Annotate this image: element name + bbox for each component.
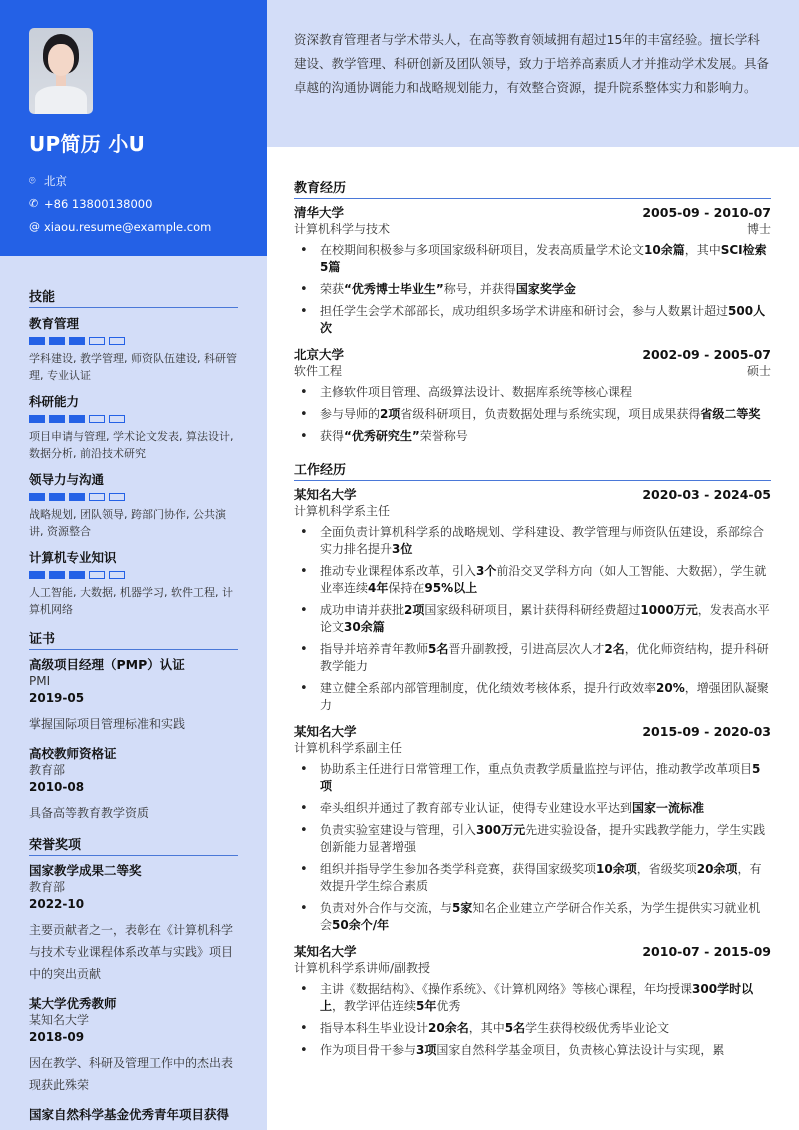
- highlight-text: 1000万元: [640, 603, 698, 617]
- highlight-text: 50余个/年: [332, 918, 390, 932]
- phone-icon: ✆: [29, 197, 39, 210]
- skill-item: [29, 392, 238, 462]
- school-name: 北京大学: [294, 347, 345, 362]
- level-bar: [29, 493, 45, 501]
- bullet-item: • 成功申请并获批2项国家级科研项目，累计获得科研经费超过1000万元，发表高水平论文30余篇: [294, 602, 771, 636]
- work-entry: [294, 487, 771, 714]
- level-bar: [29, 337, 45, 345]
- profile-header: [0, 0, 267, 256]
- at-sign-icon: @: [29, 220, 40, 233]
- skill-name: 科研能力: [29, 394, 80, 409]
- skill-level-bars: [29, 493, 238, 501]
- skill-level-bars: [29, 571, 238, 579]
- level-bar: [49, 571, 65, 579]
- skill-description: 人工智能, 大数据, 机器学习, 软件工程, 计算机网络: [29, 586, 233, 616]
- level-bar: [69, 571, 85, 579]
- level-bar: [29, 415, 45, 423]
- job-title: 计算机科学系讲师/副教授: [294, 961, 431, 975]
- bullet-item: • 负责实验室建设与管理，引入300万元先进实验设备，提升实践教学能力，学生实践创新能力显著增强: [294, 822, 771, 856]
- bullet-item: • 组织并指导学生参加各类学科竞赛，获得国家级奖项10余项，省级奖项20余项，有效提升学生综合素质: [294, 861, 771, 895]
- bullet-item: • 牵头组织并通过了教育部专业认证，使得专业建设水平达到国家一流标准: [294, 800, 771, 817]
- highlight-text: 30余篇: [344, 620, 385, 634]
- bullet-item: • 荣获“优秀博士毕业生”称号，并获得国家奖学金: [294, 281, 771, 298]
- certificate-description: 掌握国际项目管理标准和实践: [29, 717, 186, 731]
- award-date: 2018-09: [29, 1030, 85, 1044]
- location-text: 北京: [44, 173, 67, 188]
- skill-description: 学科建设, 教学管理, 师资队伍建设, 科研管理, 专业认证: [29, 352, 237, 382]
- bullet-item: • 主修软件项目管理、高级算法设计、数据库系统等核心课程: [294, 384, 771, 401]
- level-bar: [49, 337, 65, 345]
- skill-item: [29, 470, 238, 540]
- major: 计算机科学与技术: [294, 222, 391, 236]
- skill-description: 项目申请与管理, 学术论文发表, 算法设计, 数据分析, 前沿技术研究: [29, 430, 234, 460]
- bullet-list: [294, 524, 771, 714]
- level-bar: [89, 571, 105, 579]
- highlight-text: 省级二等奖: [700, 407, 761, 421]
- job-title: 计算机科学系主任: [294, 504, 391, 518]
- highlight-text: 500人次: [320, 304, 766, 335]
- company-name: 某知名大学: [294, 724, 357, 739]
- highlight-text: 5名: [428, 642, 449, 656]
- contact-info: [29, 169, 238, 238]
- level-bar: [69, 493, 85, 501]
- skill-item: [29, 314, 238, 384]
- level-bar: [89, 337, 105, 345]
- highlight-text: “优秀研究生”: [344, 429, 420, 443]
- highlight-text: 2项: [380, 407, 401, 421]
- award-issuer: 教育部: [29, 880, 66, 894]
- level-bar: [49, 415, 65, 423]
- company-name: 某知名大学: [294, 944, 357, 959]
- highlight-text: 10余篇: [644, 243, 685, 257]
- highlight-text: 4年: [368, 581, 389, 595]
- bullet-item: • 指导并培养青年教师5名晋升副教授，引进高层次人才2名，优化师资结构，提升科研教学能力: [294, 641, 771, 675]
- highlight-text: SCI检索5篇: [320, 243, 767, 274]
- date-range: 2002-09 - 2005-07: [642, 347, 771, 362]
- bullet-item: • 推动专业课程体系改革，引入3个前沿交叉学科方向（如人工智能、大数据），学生就业率连续4年保持在95%以上: [294, 563, 771, 597]
- level-bar: [109, 493, 125, 501]
- main-content: [267, 0, 799, 1130]
- education-entry: [294, 205, 771, 337]
- major: 软件工程: [294, 364, 343, 378]
- skill-level-bars: [29, 337, 238, 345]
- date-range: 2010-07 - 2015-09: [642, 944, 771, 959]
- bullet-item: • 参与导师的2项省级科研项目，负责数据处理与系统实现，项目成果获得省级二等奖: [294, 406, 771, 423]
- level-bar: [69, 337, 85, 345]
- highlight-text: 3位: [392, 542, 413, 556]
- highlight-text: 2名: [604, 642, 625, 656]
- skill-name: 教育管理: [29, 316, 80, 331]
- highlight-text: 5项: [320, 762, 761, 793]
- skill-description: 战略规划, 团队领导, 跨部门协作, 公共演讲, 资源整合: [29, 508, 226, 538]
- entry-subheader: [294, 503, 771, 520]
- certificate-date: 2019-05: [29, 691, 85, 705]
- highlight-text: 20%: [656, 681, 685, 695]
- bullet-list: [294, 761, 771, 934]
- date-range: 2020-03 - 2024-05: [642, 487, 771, 502]
- highlight-text: 95%以上: [424, 581, 478, 595]
- award-item: [29, 995, 238, 1096]
- entry-subheader: [294, 740, 771, 757]
- bullet-item: • 指导本科生毕业设计20余名，其中5名学生获得校级优秀毕业论文: [294, 1020, 771, 1037]
- highlight-text: 5家: [452, 901, 473, 915]
- highlight-text: 300万元: [476, 823, 526, 837]
- bullet-item: • 全面负责计算机科学系的战略规划、学科建设、教学管理与师资队伍建设，系部综合实力排名提升3位: [294, 524, 771, 558]
- date-range: 2015-09 - 2020-03: [642, 724, 771, 739]
- highlight-text: “优秀博士毕业生”: [344, 282, 444, 296]
- contact-email[interactable]: [29, 215, 238, 238]
- entry-header: [294, 487, 771, 503]
- entry-subheader: [294, 221, 771, 238]
- bullet-item: • 负责对外合作与交流，与5家知名企业建立产学研合作关系，为学生提供实习就业机会50余个/年: [294, 900, 771, 934]
- bullet-item: • 建立健全系部内部管理制度，优化绩效考核体系，提升行政效率20%，增强团队凝聚力: [294, 680, 771, 714]
- highlight-text: 20余项: [696, 862, 738, 876]
- level-bar: [89, 415, 105, 423]
- sidebar: [0, 0, 267, 1130]
- award-name: 某大学优秀教师: [29, 996, 117, 1011]
- award-item: [29, 1106, 238, 1123]
- education-title: 教育经历: [294, 177, 771, 199]
- contact-location: [29, 169, 238, 192]
- level-bar: [109, 415, 125, 423]
- level-bar: [109, 571, 125, 579]
- work-entry: [294, 944, 771, 1059]
- level-bar: [89, 493, 105, 501]
- certificate-issuer: PMI: [29, 674, 51, 688]
- contact-phone: [29, 192, 238, 215]
- bullet-list: [294, 981, 771, 1059]
- certificate-item: [29, 745, 238, 824]
- highlight-text: 2项: [404, 603, 425, 617]
- award-item: [29, 862, 238, 985]
- certificate-name: 高校教师资格证: [29, 746, 117, 761]
- bullet-list: [294, 242, 771, 337]
- highlight-text: 3个: [476, 564, 497, 578]
- award-name: 国家教学成果二等奖: [29, 863, 142, 878]
- education-entry: [294, 347, 771, 445]
- skill-name: 计算机专业知识: [29, 550, 117, 565]
- degree: 博士: [746, 222, 771, 236]
- certificate-name: 高级项目经理（PMP）认证: [29, 657, 185, 672]
- entry-header: [294, 724, 771, 740]
- phone-text: +86 13800138000: [44, 196, 153, 211]
- award-description: 主要贡献者之一，表彰在《计算机科学与技术专业课程体系改革与实践》项目中的突出贡献: [29, 923, 234, 981]
- award-issuer: 某知名大学: [29, 1013, 90, 1027]
- work-title: 工作经历: [294, 459, 771, 481]
- level-bar: [69, 415, 85, 423]
- education-list: [294, 205, 771, 445]
- bullet-list: [294, 384, 771, 445]
- skills-list: [29, 314, 238, 618]
- highlight-text: 300学时以上: [320, 982, 754, 1013]
- sidebar-body: [0, 256, 267, 1123]
- highlight-text: 3项: [416, 1043, 437, 1057]
- school-name: 清华大学: [294, 205, 345, 220]
- award-date: 2022-10: [29, 897, 85, 911]
- date-range: 2005-09 - 2010-07: [642, 205, 771, 220]
- certificates-list: [29, 656, 238, 824]
- company-name: 某知名大学: [294, 487, 357, 502]
- work-list: [294, 487, 771, 1059]
- award-description: 因在教学、科研及管理工作中的杰出表现获此殊荣: [29, 1056, 234, 1092]
- candidate-name: UP简历 小U: [29, 132, 146, 156]
- awards-list: [29, 862, 238, 1123]
- map-pin-icon: ⌾: [29, 173, 36, 187]
- skills-title: 技能: [29, 286, 238, 308]
- entry-subheader: [294, 363, 771, 380]
- entry-header: [294, 205, 771, 221]
- certificates-title: 证书: [29, 628, 238, 650]
- highlight-text: 国家一流标准: [632, 801, 705, 815]
- bullet-item: • 协助系主任进行日常管理工作，重点负责教学质量监控与评估，推动教学改革项目5项: [294, 761, 771, 795]
- certificate-date: 2010-08: [29, 780, 85, 794]
- job-title: 计算机科学系副主任: [294, 741, 403, 755]
- entry-subheader: [294, 960, 771, 977]
- bullet-item: • 获得“优秀研究生”荣誉称号: [294, 428, 771, 445]
- level-bar: [29, 571, 45, 579]
- entry-header: [294, 944, 771, 960]
- awards-title: 荣誉奖项: [29, 834, 238, 856]
- highlight-text: 20余名: [428, 1021, 469, 1035]
- highlight-text: 5年: [416, 999, 437, 1013]
- avatar-photo: [29, 28, 93, 114]
- bullet-item: • 担任学生会学术部部长，成功组织多场学术讲座和研讨会，参与人数累计超过500人次: [294, 303, 771, 337]
- certificate-issuer: 教育部: [29, 763, 66, 777]
- entry-header: [294, 347, 771, 363]
- certificate-description: 具备高等教育教学资质: [29, 806, 150, 820]
- certificate-item: [29, 656, 238, 735]
- highlight-text: 国家奖学金: [515, 282, 576, 296]
- degree: 硕士: [746, 364, 771, 378]
- highlight-text: 10余项: [596, 862, 637, 876]
- highlight-text: 5名: [504, 1021, 526, 1035]
- award-name: 国家自然科学基金优秀青年项目获得: [29, 1107, 230, 1122]
- bullet-item: • 作为项目骨干参与3项国家自然科学基金项目，负责核心算法设计与实现，累: [294, 1042, 771, 1059]
- email-link[interactable]: xiaou.resume@example.com: [44, 219, 212, 234]
- bullet-item: • 在校期间积极参与多项国家级科研项目，发表高质量学术论文10余篇，其中SCI检索5篇: [294, 242, 771, 276]
- level-bar: [49, 493, 65, 501]
- work-entry: [294, 724, 771, 934]
- skill-level-bars: [29, 415, 238, 423]
- skill-item: [29, 548, 238, 618]
- bullet-item: • 主讲《数据结构》、《操作系统》、《计算机网络》等核心课程，年均授课300学时以上，教学评估连续5年优秀: [294, 981, 771, 1015]
- summary: 资深教育管理者与学术带头人，在高等教育领域拥有超过15年的丰富经验。擅长学科建设、教学管理、科研创新及团队领导，致力于培养高素质人才并推动学术发展。具备卓越的沟通协调能力和战略规划能力，有效整合资源，提升院系整体实力和影响力。: [267, 0, 799, 147]
- skill-name: 领导力与沟通: [29, 472, 105, 487]
- level-bar: [109, 337, 125, 345]
